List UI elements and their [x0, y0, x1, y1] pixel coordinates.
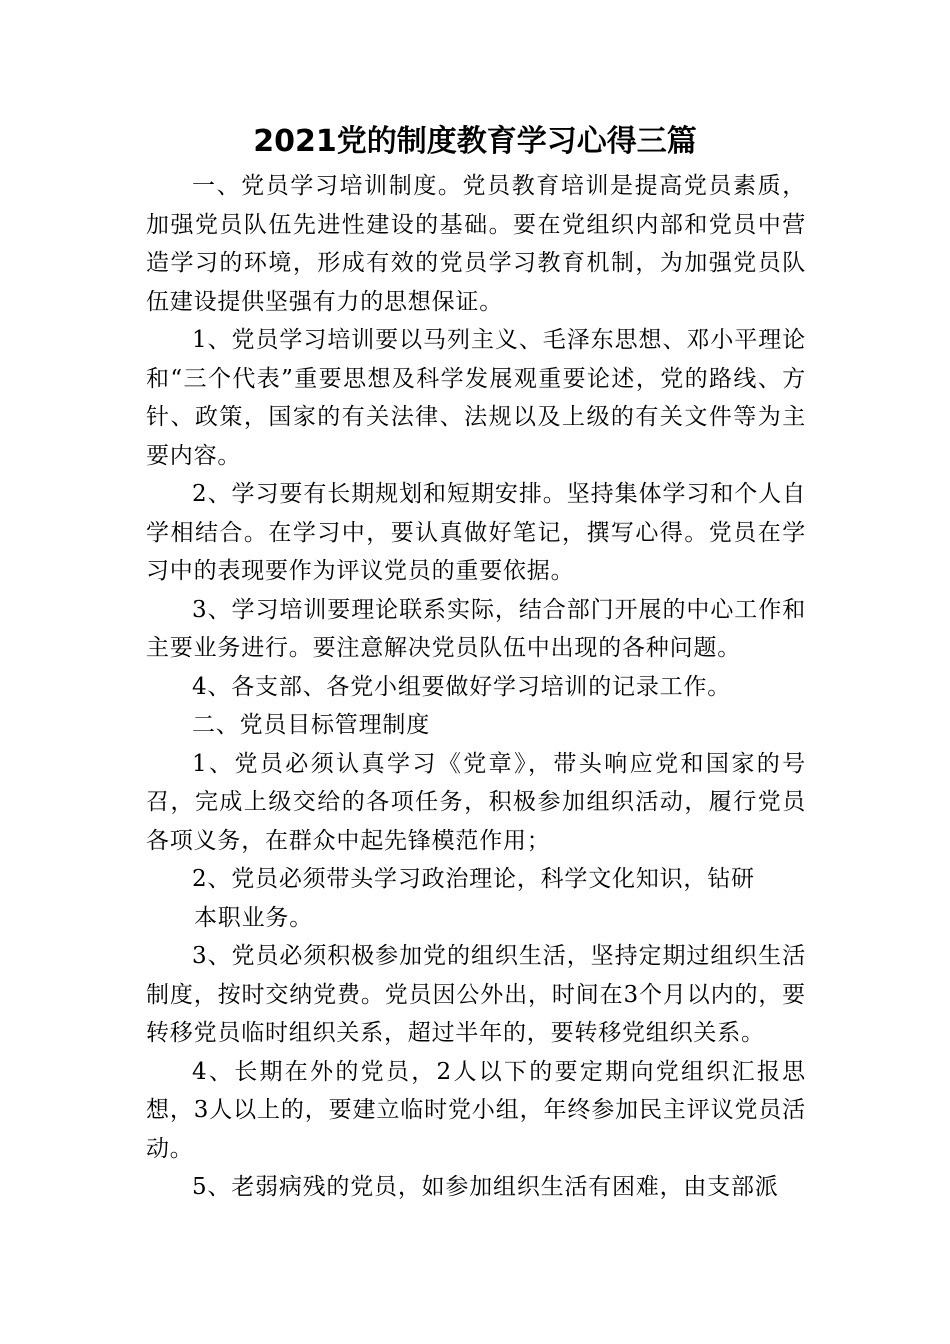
paragraph-study-politics: 2、党员必须带头学习政治理论，科学文化知识，钻研: [192, 866, 755, 892]
paragraph-study-politics-continued: 本职业务。: [194, 904, 313, 931]
paragraph-training-content: 1、党员学习培训要以马列主义、毛泽东思想、邓小平理论和“三个代表”重要思想及科学发展观重要论述，党的路线、方针、政策，国家的有关法律、法规以及上级的有关文件等为主要内容。: [146, 327, 806, 469]
paragraph-members-away: 4、长期在外的党员，2人以下的要定期向党组织汇报思想，3人以上的，要建立临时党小组，年终参加民主评议党员活动。: [146, 1058, 806, 1162]
document-title: 2021党的制度教育学习心得三篇: [253, 124, 697, 159]
paragraph-study-constitution: 1、党员必须认真学习《党章》，带头响应党和国家的号召，完成上级交给的各项任务，积极参加组织活动，履行党员各项义务，在群众中起先锋模范作用；: [146, 750, 806, 854]
document-body: [146, 167, 806, 1207]
section-heading-target-management: 二、党员目标管理制度: [192, 712, 430, 738]
paragraph-theory-practice: 3、学习培训要理论联系实际，结合部门开展的中心工作和主要业务进行。要注意解决党员队伍中出现的各种问题。: [146, 596, 806, 661]
paragraph-party-member-training: 一、党员学习培训制度。党员教育培训是提高党员素质，加强党员队伍先进性建设的基础。要在党组织内部和党员中营造学习的环境，形成有效的党员学习教育机制，为加强党员队伍建设提供坚强有力的思想保证。: [146, 173, 806, 315]
paragraph-organization-life: 3、党员必须积极参加党的组织生活，坚持定期过组织生活制度，按时交纳党费。党员因公外出，时间在3个月以内的，要转移党员临时组织关系，超过半年的，要转移党组织关系。: [146, 943, 806, 1046]
paragraph-training-records: 4、各支部、各党小组要做好学习培训的记录工作。: [192, 673, 732, 700]
paragraph-elderly-members: 5、老弱病残的党员，如参加组织生活有困难，由支部派: [192, 1174, 779, 1200]
paragraph-study-plan: 2、学习要有长期规划和短期安排。坚持集体学习和个人自学相结合。在学习中，要认真做好笔记，撰写心得。党员在学习中的表现要作为评议党员的重要依据。: [146, 481, 806, 584]
